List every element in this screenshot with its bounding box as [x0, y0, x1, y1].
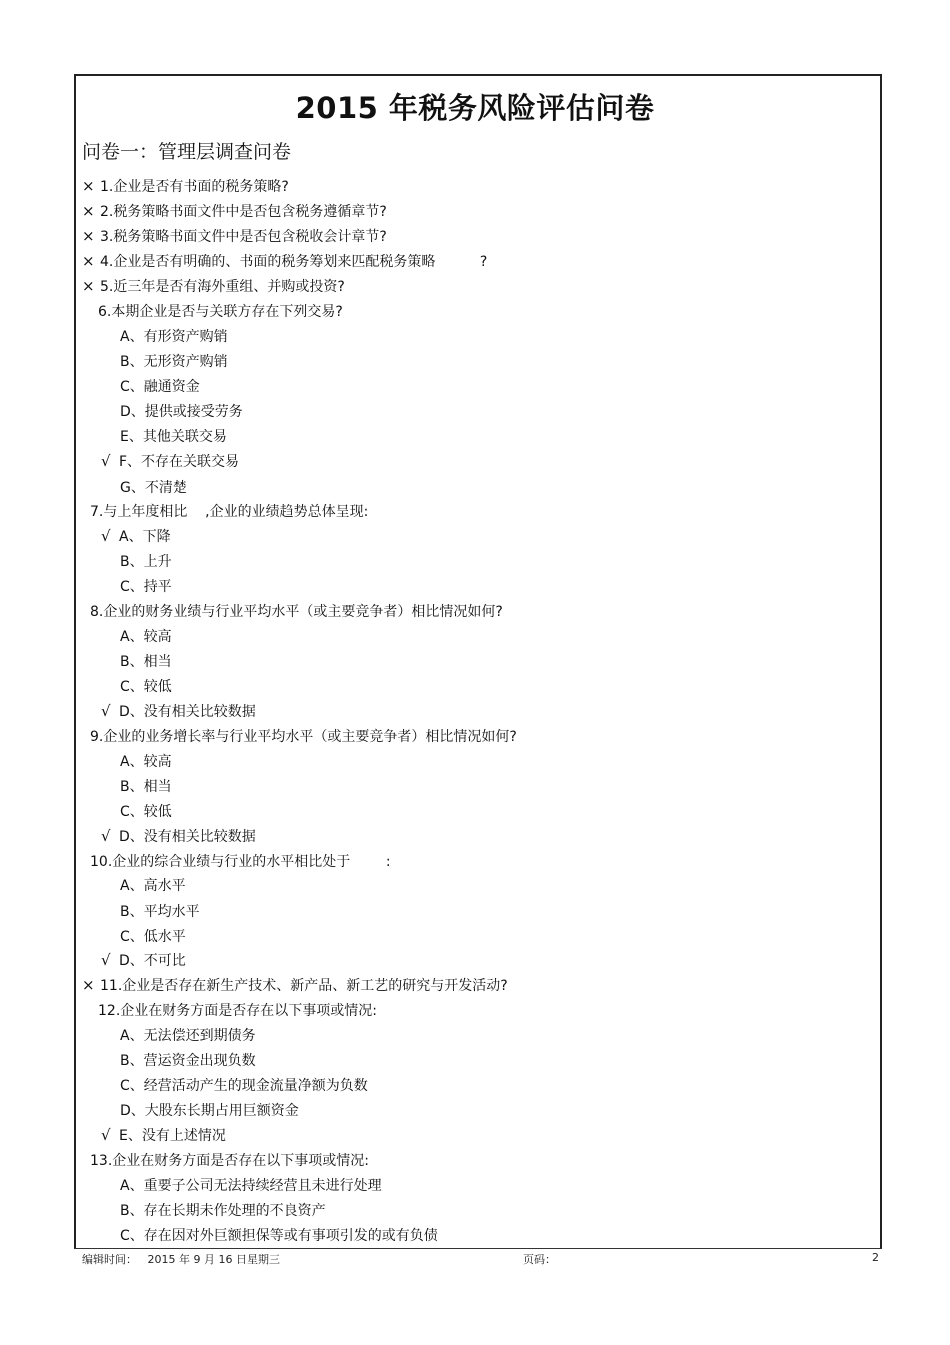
option-line: B、无形资产购销 [120, 354, 228, 370]
footer-edit-time: 编辑时间： 2015 年 9 月 16 日星期三 [82, 1253, 280, 1266]
question-line: × 5.近三年是否有海外重组、并购或投资? [82, 277, 345, 295]
cross-mark-icon: × [82, 177, 95, 195]
check-mark-icon: √ [101, 452, 111, 470]
option-line: D、大股东长期占用巨额资金 [120, 1103, 299, 1119]
option-line: C、较低 [120, 679, 172, 695]
option-line: C、存在因对外巨额担保等或有事项引发的或有负债 [120, 1228, 438, 1244]
option-line: A、无法偿还到期债务 [120, 1028, 256, 1044]
option-line: B、相当 [120, 779, 172, 795]
option-line: √ D、没有相关比较数据 [101, 827, 256, 845]
question-line: × 2.税务策略书面文件中是否包含税务遵循章节? [82, 202, 387, 220]
question-line: 8.企业的财务业绩与行业平均水平（或主要竞争者）相比情况如何? [90, 604, 503, 620]
question-line: 13.企业在财务方面是否存在以下事项或情况: [90, 1153, 369, 1169]
check-mark-icon: √ [101, 827, 111, 845]
option-line: C、低水平 [120, 929, 186, 945]
question-line: 12.企业在财务方面是否存在以下事项或情况: [98, 1003, 377, 1019]
option-line: C、较低 [120, 804, 172, 820]
footer-page-number: 2 [872, 1251, 879, 1264]
cross-mark-icon: × [82, 976, 95, 994]
option-line: A、重要子公司无法持续经营且未进行处理 [120, 1178, 382, 1194]
option-line: G、不清楚 [120, 480, 187, 496]
option-line: √ E、没有上述情况 [101, 1126, 226, 1144]
option-line: B、相当 [120, 654, 172, 670]
cross-mark-icon: × [82, 227, 95, 245]
question-line: 6.本期企业是否与关联方存在下列交易? [98, 304, 343, 320]
option-line: C、持平 [120, 579, 172, 595]
option-line: √ D、不可比 [101, 951, 186, 969]
footer-page-label: 页码： [523, 1253, 556, 1266]
option-line: B、存在长期未作处理的不良资产 [120, 1203, 326, 1219]
option-line: D、提供或接受劳务 [120, 404, 243, 420]
check-mark-icon: √ [101, 1126, 111, 1144]
option-line: A、较高 [120, 754, 172, 770]
option-line: √ F、不存在关联交易 [101, 452, 240, 470]
check-mark-icon: √ [101, 702, 111, 720]
cross-mark-icon: × [82, 252, 95, 270]
option-line: C、融通资金 [120, 379, 200, 395]
question-line: 9.企业的业务增长率与行业平均水平（或主要竞争者）相比情况如何? [90, 729, 517, 745]
option-line: A、较高 [120, 629, 172, 645]
option-line: C、经营活动产生的现金流量净额为负数 [120, 1078, 368, 1094]
question-line: × 11.企业是否存在新生产技术、新产品、新工艺的研究与开发活动? [82, 976, 508, 994]
questionnaire-subtitle: 问卷一：管理层调查问卷 [82, 141, 292, 163]
cross-mark-icon: × [82, 277, 95, 295]
question-line: 10.企业的综合业绩与行业的水平相比处于 : [90, 854, 391, 870]
page-frame [74, 74, 882, 1249]
cross-mark-icon: × [82, 202, 95, 220]
option-line: √ D、没有相关比较数据 [101, 702, 256, 720]
option-line: A、高水平 [120, 878, 186, 894]
question-line: 7.与上年度相比 ,企业的业绩趋势总体呈现: [90, 504, 369, 520]
document-title: 2015 年税务风险评估问卷 [295, 91, 655, 125]
option-line: √ A、下降 [101, 527, 171, 545]
check-mark-icon: √ [101, 951, 111, 969]
option-line: A、有形资产购销 [120, 329, 228, 345]
question-line: × 1.企业是否有书面的税务策略? [82, 177, 289, 195]
question-line: × 4.企业是否有明确的、书面的税务筹划来匹配税务策略 ? [82, 252, 488, 270]
option-line: B、平均水平 [120, 904, 200, 920]
question-line: × 3.税务策略书面文件中是否包含税收会计章节? [82, 227, 387, 245]
option-line: B、营运资金出现负数 [120, 1053, 256, 1069]
check-mark-icon: √ [101, 527, 111, 545]
option-line: B、上升 [120, 554, 172, 570]
option-line: E、其他关联交易 [120, 429, 227, 445]
